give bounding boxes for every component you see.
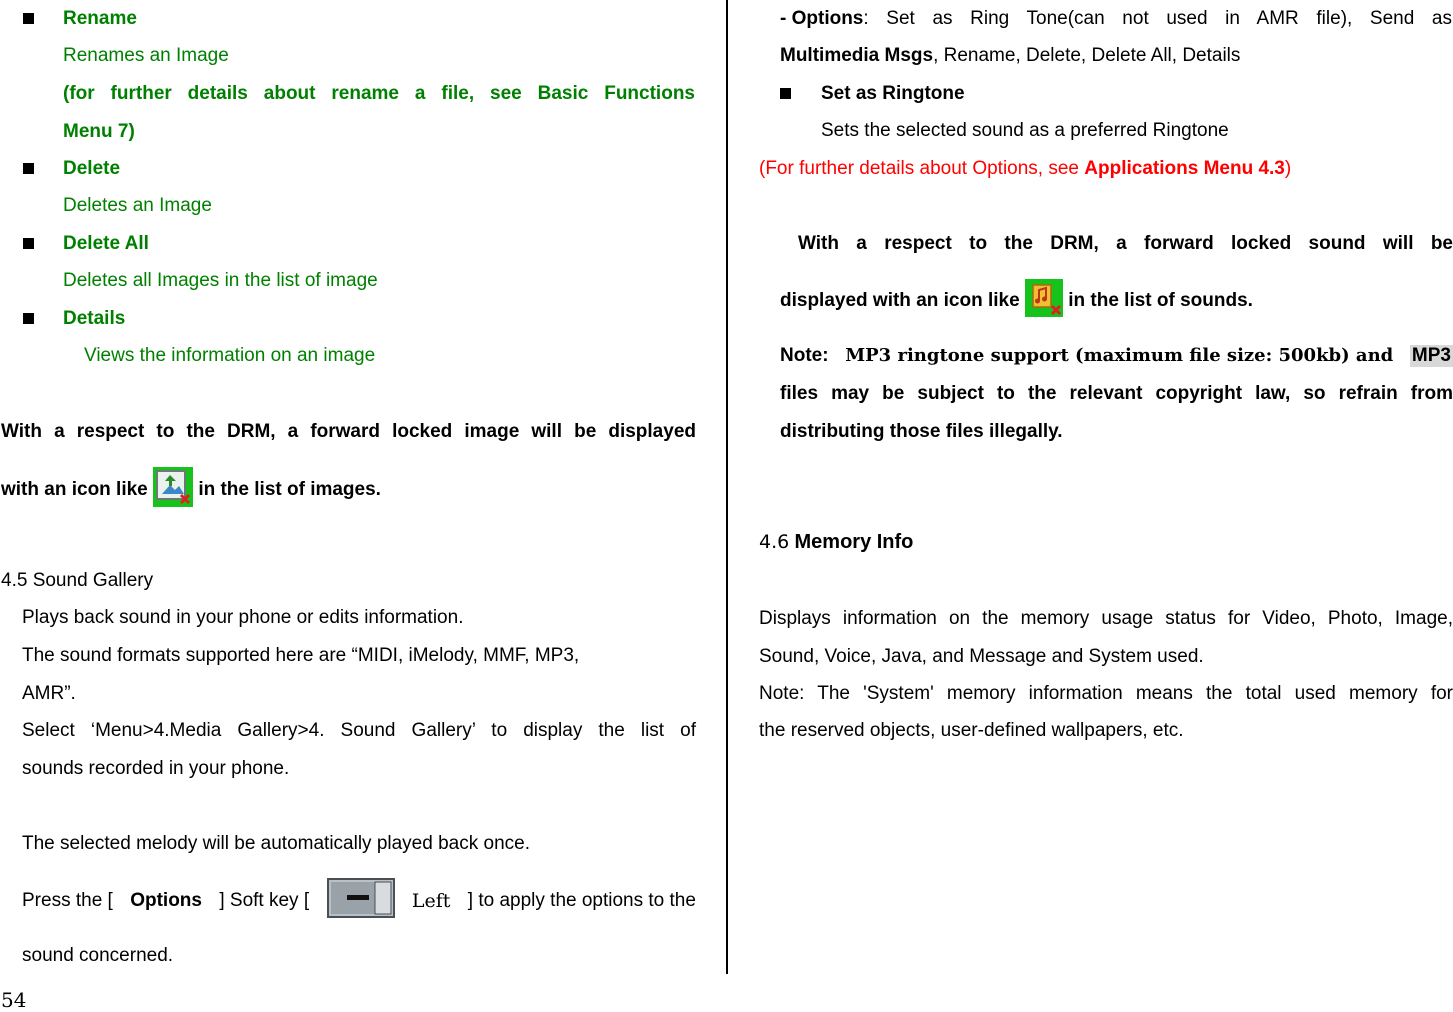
bullet-square-icon xyxy=(23,163,34,174)
item-title-rename: Rename xyxy=(63,8,137,29)
drm-sound-line2: displayed with an icon like in the list of sounds. xyxy=(780,279,1253,323)
note-line2: files may be subject to the relevant copyright law, so refrain from xyxy=(780,383,1453,404)
sound-gallery-p3-line2: sounds recorded in your phone. xyxy=(22,758,290,779)
item-desc-delete: Deletes an Image xyxy=(63,195,212,216)
rename-note-line1: (for further details about rename a file, see Basic Functions xyxy=(63,83,695,104)
item-desc-delete-all: Deletes all Images in the list of image xyxy=(63,270,378,291)
further-details-note: (For further details about Options, see Applications Menu 4.3) xyxy=(759,158,1292,179)
item-title-details: Details xyxy=(63,308,126,329)
rename-note-line2: Menu 7) xyxy=(63,121,135,142)
item-desc-details: Views the information on an image xyxy=(84,345,376,366)
sound-gallery-p4: The selected melody will be automatically played back once. xyxy=(22,833,530,854)
column-divider xyxy=(726,0,728,974)
section-heading-sound-gallery: 4.5 Sound Gallery xyxy=(1,570,154,591)
sound-gallery-p2-line2: AMR”. xyxy=(22,683,76,704)
memory-p1-line1: Displays information on the memory usage status for Video, Photo, Image, xyxy=(759,608,1453,629)
left-soft-key-icon xyxy=(327,878,395,924)
page-number: 54 xyxy=(1,988,27,1012)
bullet-square-icon xyxy=(780,88,791,99)
note-line3: distributing those files illegally. xyxy=(780,421,1063,442)
sound-gallery-p5-line1: Press the [ Options ] Soft key [ Left ] to apply the options to the xyxy=(22,878,696,924)
sound-gallery-p2-line1: The sound formats supported here are “MIDI, iMelody, MMF, MP3, xyxy=(22,645,580,666)
drm-sound-line1: With a respect to the DRM, a forward locked sound will be xyxy=(798,233,1453,254)
memory-p2-line2: the reserved objects, user-defined wallpapers, etc. xyxy=(759,720,1184,741)
ringtone-desc: Sets the selected sound as a preferred Ringtone xyxy=(821,120,1229,141)
locked-image-icon xyxy=(153,467,193,513)
note-line1: Note: MP3 ringtone support (maximum file size: 500kb) and MP3 xyxy=(780,345,1451,366)
bullet-square-icon xyxy=(23,313,34,324)
sound-gallery-p5-line2: sound concerned. xyxy=(22,945,174,966)
drm-image-line1: With a respect to the DRM, a forward locked image will be displayed xyxy=(1,421,696,442)
memory-info-heading: 4.6 Memory Info xyxy=(759,531,914,553)
memory-p1-line2: Sound, Voice, Java, and Message and System used. xyxy=(759,646,1204,667)
locked-sound-icon xyxy=(1025,279,1063,323)
bullet-square-icon xyxy=(23,238,34,249)
item-title-delete: Delete xyxy=(63,158,121,179)
item-title-delete-all: Delete All xyxy=(63,233,149,254)
bullet-square-icon xyxy=(23,13,34,24)
ringtone-title: Set as Ringtone xyxy=(821,83,965,104)
memory-p2-line1: Note: The 'System' memory information means the total used memory for xyxy=(759,683,1453,704)
sound-gallery-p1: Plays back sound in your phone or edits information. xyxy=(22,607,464,628)
options-line1: - Options : Set as Ring Tone(can not used in AMR file), Send as xyxy=(780,8,1452,29)
item-desc-rename: Renames an Image xyxy=(63,45,229,66)
sound-gallery-p3-line1: Select ‘Menu>4.Media Gallery>4. Sound Gallery’ to display the list of xyxy=(22,720,696,741)
drm-image-line2: with an icon like in the list of images. xyxy=(1,467,381,513)
options-line2: Multimedia Msgs, Rename, Delete, Delete All, Details xyxy=(780,45,1241,66)
